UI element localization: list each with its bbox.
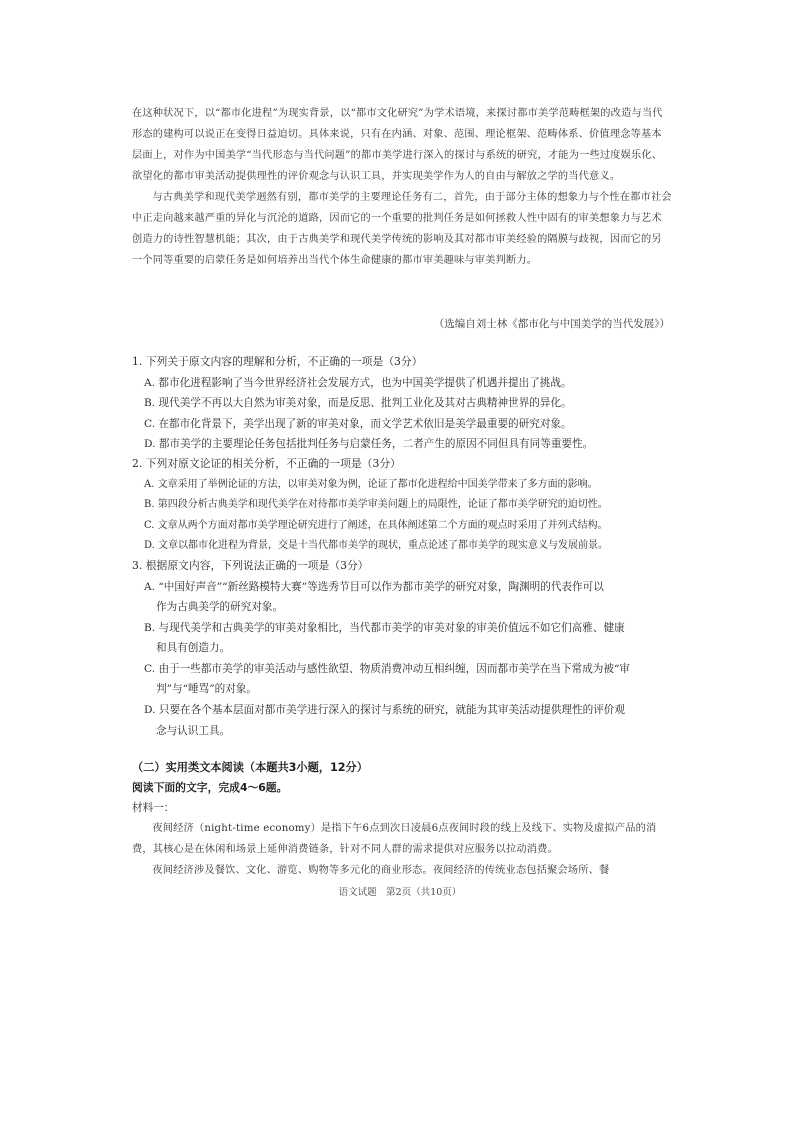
section-instruction: 阅读下面的文字，完成4～6题。	[132, 781, 288, 794]
option-b-continuation: 和具有创造力。	[156, 642, 231, 655]
option-a: A. 文章采用了举例论证的方法，以审美对象为例，论证了都市化进程给中国美学带来了多方面的影响。	[144, 478, 598, 490]
option-b-text: B. 与现代美学和古典美学的审美对象相比，当代都市美学的审美对象的审美价值远不如它们高雅、健康	[144, 621, 625, 634]
material-label: 材料一：	[132, 802, 175, 814]
option-a	[144, 577, 672, 618]
section-title: （二）实用类文本阅读（本题共3小题，12分）	[132, 761, 368, 774]
option-c: C. 在都市化背景下，美学出现了新的审美对象，而文学艺术依旧是美学最重要的研究对象。	[144, 417, 572, 430]
option-b: B. 第四段分析古典美学和现代美学在对待都市美学审美问题上的局限性，论证了都市美学研究的迫切性。	[144, 499, 608, 511]
material-1-paragraph-1: 夜间经济（night-time economy）是指下午6点到次日凌晨6点夜间时段的线上及线下、实物及虚拟产品的消费，其核心是在休闲和场景上延伸消费链条，针对不同人群的需求提供对应服务以拉动消费。	[132, 823, 657, 855]
question-stem: 1. 下列关于原文内容的理解和分析，不正确的一项是（3分）	[132, 355, 423, 368]
page-footer: 语文试题 第2页（共10页）	[338, 887, 462, 898]
question-3	[132, 556, 672, 741]
option-d-continuation: 念与认识工具。	[156, 724, 231, 737]
question-stem: 3. 根据原文内容，下列说法正确的一项是（3分）	[132, 559, 369, 572]
passage-source: （选编自刘士林《都市化与中国美学的当代发展》）	[433, 318, 670, 330]
option-b	[144, 618, 672, 659]
option-a-continuation: 作为古典美学的研究对象。	[156, 601, 284, 614]
option-c-continuation: 判”与“唾骂”的对象。	[156, 683, 257, 696]
option-a-text: A. “中国好声音”“新丝路模特大赛”等选秀节目可以作为都市美学的研究对象，陶渊明的代表作可以	[144, 580, 604, 593]
passage-paragraph-2: 与古典美学和现代美学迥然有别，都市美学的主要理论任务有二，首先，由于部分主体的想象力与个性在都市社会中正走向越来越严重的异化与沉沦的道路，因而它的一个重要的批判任务是如何拯救人性中固有的审美想象力与艺术创造力的诗性智慧机能；其次，由于古典美学和现代美学传统的影响及其对都市审美经验的隔膜与歧视，因而它的另一个同等重要的启蒙任务是如何培养出当代个体生命健康的都市审美趣味与审美判断力。	[132, 192, 672, 266]
option-c: C. 文章从两个方面对都市美学理论研究进行了阐述，在具体阐述第二个方面的观点时采用了并列式结构。	[144, 519, 608, 531]
question-2	[132, 454, 672, 557]
passage-paragraph-1: 在这种状况下，以“都市化进程”为现实背景，以“都市文化研究”为学术语境，来探讨都市美学范畴框架的改造与当代形态的建构可以说正在变得日益迫切。具体来说，只有在内涵、对象、范围、理论框架、范畴体系、价值理念等基本层面上，对作为中国美学“当代形态与当代问题”的都市美学进行深入的探讨与系统的研究，才能为一些过度娱乐化、欲望化的都市审美活动提供理性的评价观念与认识工具，并实现美学作为人的自由与解放之学的当代意义。	[132, 108, 663, 182]
question-stem: 2. 下列对原文论证的相关分析，不正确的一项是（3分）	[132, 457, 401, 470]
option-d	[144, 700, 672, 741]
option-d: D. 都市美学的主要理论任务包括批判任务与启蒙任务，二者产生的原因不同但具有同等重要性。	[144, 438, 594, 451]
passage-block	[132, 103, 672, 271]
option-d: D. 文章以都市化进程为背景，交是十当代都市美学的现状，重点论述了都市美学的现实意义与发展前景。	[144, 540, 609, 552]
question-1	[132, 352, 672, 455]
option-d-text: D. 只要在各个基本层面对都市美学进行深入的探讨与系统的研究，就能为其审美活动提供理性的评价观	[144, 704, 625, 717]
section-2	[132, 758, 672, 881]
material-1-paragraph-2: 夜间经济涉及餐饮、文化、游览、购物等多元化的商业形态。夜间经济的传统业态包括聚会场所、餐	[152, 865, 610, 876]
option-c-text: C. 由于一些都市美学的审美活动与感性欲望、物质消费冲动互相纠缠，因而都市美学在当下常成为被“审	[144, 662, 630, 675]
option-b: B. 现代美学不再以大自然为审美对象，而是反思、批判工业化及其对古典精神世界的异化。	[144, 397, 572, 410]
option-c	[144, 659, 672, 700]
option-a: A. 都市化进程影响了当今世界经济社会发展方式，也为中国美学提供了机遇并提出了挑战。	[144, 376, 572, 389]
